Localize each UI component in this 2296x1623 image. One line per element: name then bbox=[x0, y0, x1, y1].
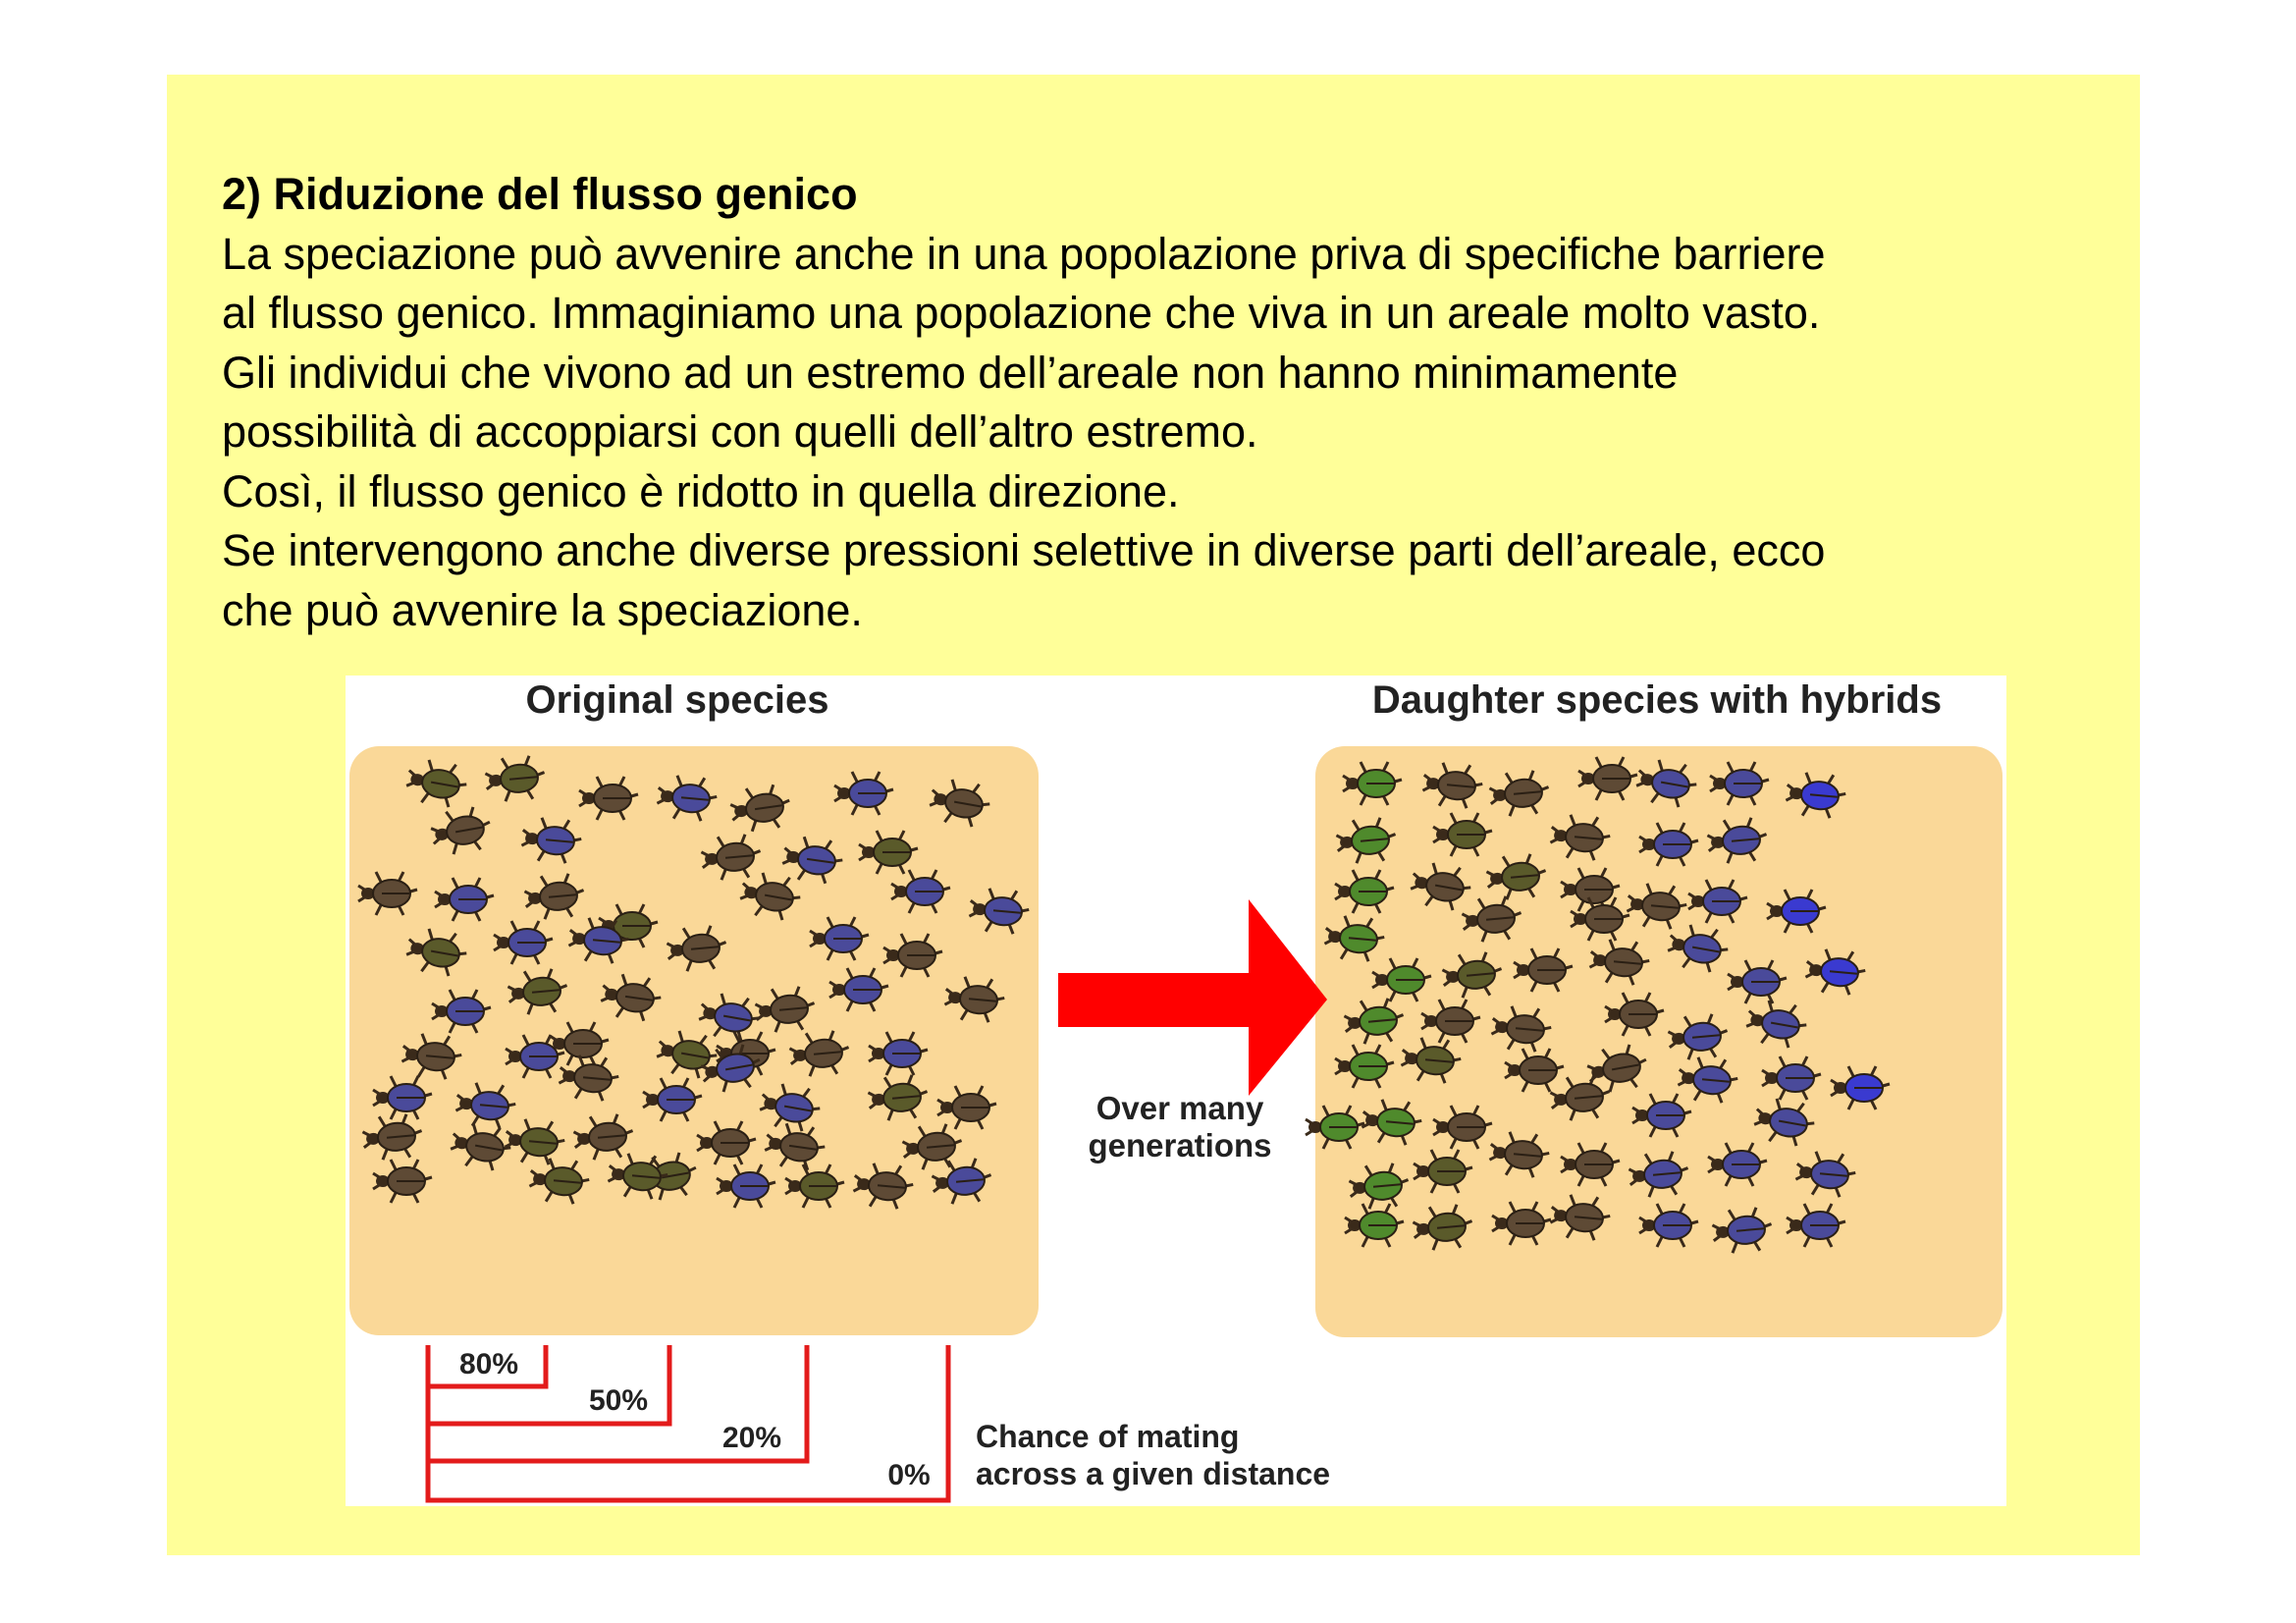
paragraph-line: La speciazione può avvenire anche in una popolazione priva di specifiche barriere bbox=[222, 228, 1826, 279]
slide-background bbox=[167, 75, 2140, 1555]
right-panel-title: Daughter species with hybrids bbox=[1371, 678, 1943, 722]
percent-0: 0% bbox=[887, 1459, 931, 1491]
paragraph-line: Se intervengono anche diverse pressioni selettive in diverse parti dell’areale, ecco bbox=[222, 525, 1826, 575]
paragraph-line: possibilità di accoppiarsi con quelli dell’altro estremo. bbox=[222, 406, 1258, 457]
paragraph-line: Gli individui che vivono ad un estremo dell’areale non hanno minimamente bbox=[222, 347, 1679, 398]
arrow-icon bbox=[1058, 899, 1327, 1096]
mating-label-line1: Chance of mating bbox=[976, 1419, 1240, 1454]
speciation-diagram bbox=[346, 676, 2006, 1506]
left-panel-title: Original species bbox=[525, 678, 829, 722]
paragraph-line: al flusso genico. Immaginiamo una popolazione che viva in un areale molto vasto. bbox=[222, 288, 1821, 338]
mating-label-line2: across a given distance bbox=[976, 1456, 1331, 1491]
percent-20: 20% bbox=[721, 1422, 782, 1454]
percent-50: 50% bbox=[588, 1384, 649, 1417]
speciation-figure bbox=[346, 676, 2006, 1506]
text-block bbox=[222, 165, 2107, 640]
arrow-label-line2: generations bbox=[1088, 1127, 1272, 1163]
percent-80: 80% bbox=[458, 1348, 519, 1380]
slide-heading: 2) Riduzione del flusso genico bbox=[222, 169, 858, 219]
paragraph-line: che può avvenire la speciazione. bbox=[222, 584, 863, 635]
arrow-label-line1: Over many bbox=[1095, 1090, 1264, 1126]
paragraph-line: Così, il flusso genico è ridotto in quella direzione. bbox=[222, 465, 1180, 516]
